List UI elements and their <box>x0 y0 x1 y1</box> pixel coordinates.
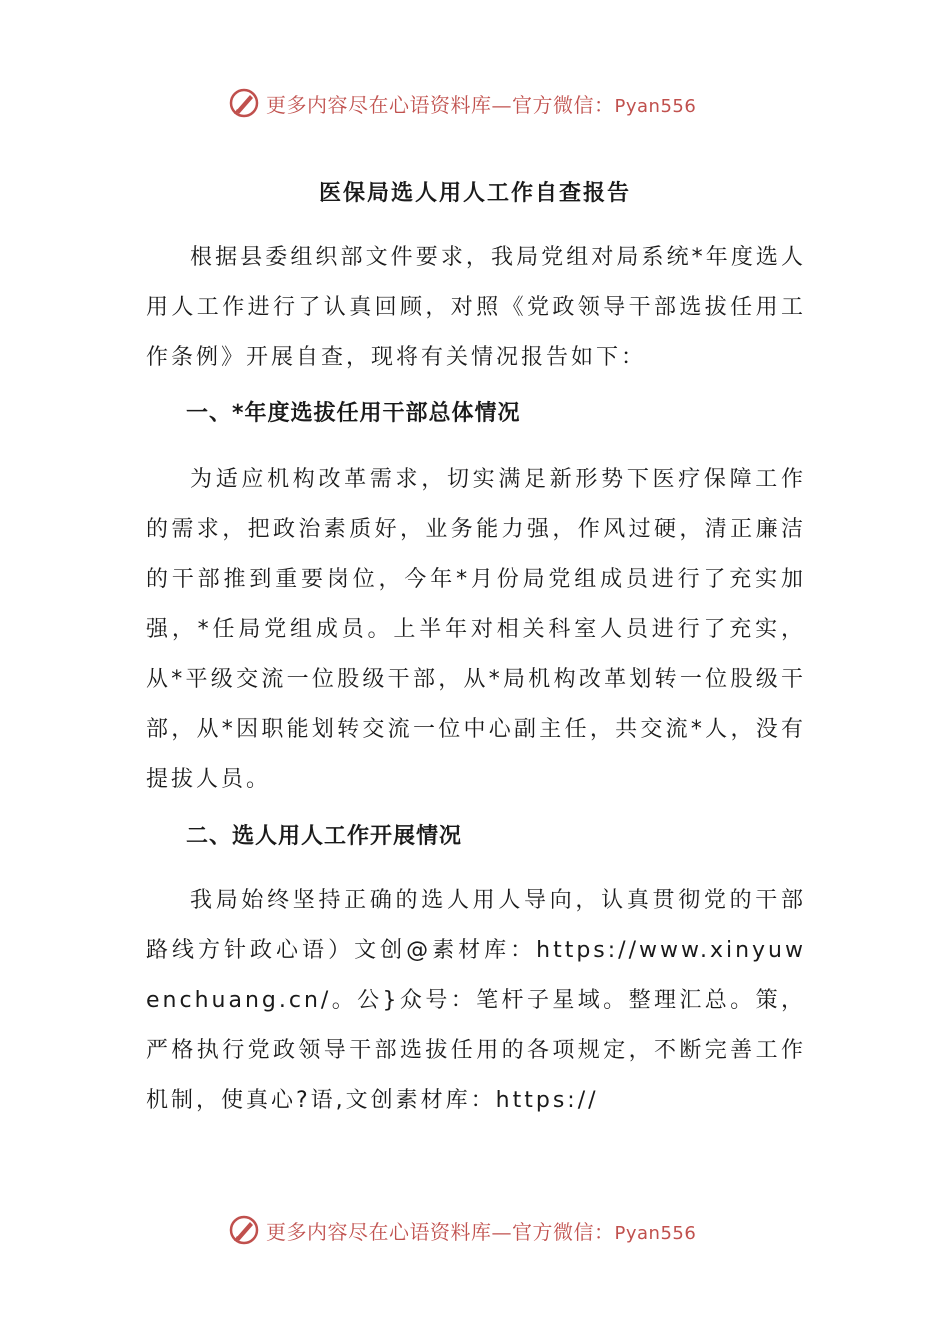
section-1-heading: 一、*年度选拔任用干部总体情况 <box>186 401 521 426</box>
pen-nib-logo-icon <box>228 87 260 119</box>
pen-nib-logo-icon <box>228 1214 260 1246</box>
section-2-heading: 二、选人用人工作开展情况 <box>186 824 463 849</box>
footer-banner <box>228 1212 728 1248</box>
section-2-paragraph: 我局始终坚持正确的选人用人导向，认真贯彻党的干部路线方针政心语）文创@素材库：https://www.xinyuwenchuang.cn/。公}众号：笔杆子星域。整理汇总。策，严格执行党政领导干部选拔任用的各项规定，不断完善工作机制，使真心?语,文创素材库：https:// <box>146 888 806 1113</box>
banner-contact: Pyan556 <box>614 1222 697 1244</box>
document-title: 医保局选人用人工作自查报告 <box>318 181 631 206</box>
header-banner <box>228 85 728 121</box>
banner-text: 更多内容尽在心语资料库—官方微信：Pyan556 <box>266 92 697 117</box>
intro-paragraph: 根据县委组织部文件要求，我局党组对局系统*年度选人用人工作进行了认真回顾，对照《党政领导干部选拔任用工作条例》开展自查，现将有关情况报告如下： <box>146 245 806 370</box>
banner-contact: Pyan556 <box>614 95 697 117</box>
banner-text: 更多内容尽在心语资料库—官方微信：Pyan556 <box>266 1219 697 1244</box>
section-1-paragraph: 为适应机构改革需求，切实满足新形势下医疗保障工作的需求，把政治素质好，业务能力强，作风过硬，清正廉洁的干部推到重要岗位，今年*月份局党组成员进行了充实加强，*任局党组成员。上半年对相关科室人员进行了充实，从*平级交流一位股级干部，从*局机构改革划转一位股级干部，从*因职能划转交流一位中心副主任，共交流*人，没有提拔人员。 <box>146 467 806 792</box>
